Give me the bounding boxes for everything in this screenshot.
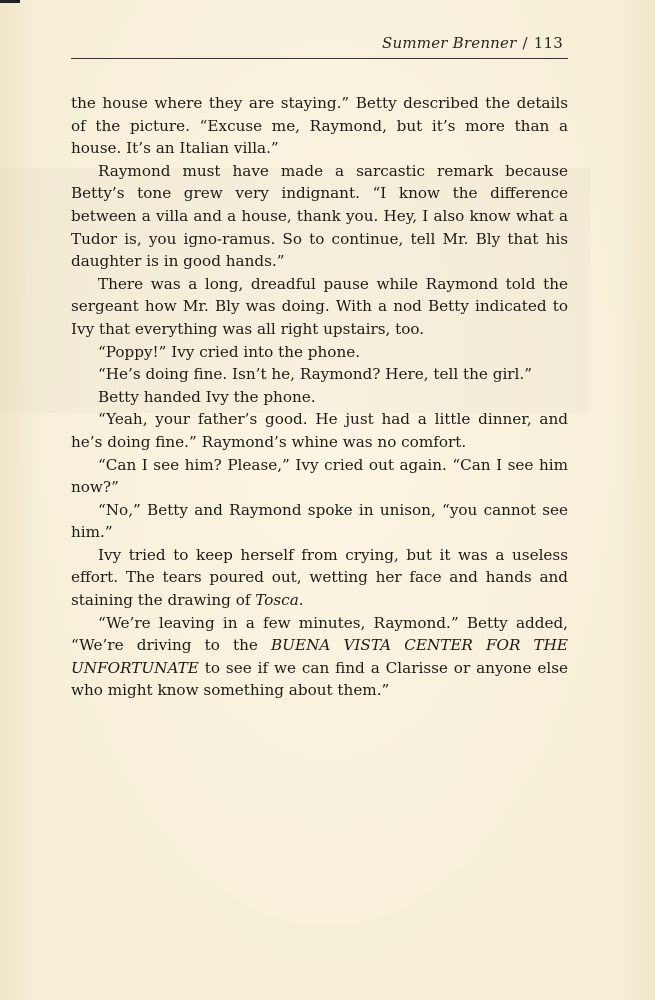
paragraph	[71, 454, 568, 499]
paragraph-text: “No,” Betty and Raymond spoke in unison, “you cannot see him.”	[71, 500, 568, 542]
paragraph-text: “Poppy!” Ivy cried into the phone.	[98, 342, 361, 361]
paragraph-text: Raymond must have made a sarcastic remark because Betty’s tone grew very indignant. “I know the difference between a villa and a house, thank you. Hey, I also know what a Tudor is, you igno-ramus. So to continue, tell Mr. Bly that his daughter is in good hands.”	[71, 161, 568, 271]
running-head	[382, 34, 563, 52]
paragraph-text: There was a long, dreadful pause while Raymond told the sergeant how Mr. Bly was doing. With a nod Betty indicated to Ivy that everything was all right upstairs, too.	[71, 274, 568, 338]
paragraph	[71, 408, 568, 453]
paragraph	[71, 544, 568, 612]
italic-text: Tosca	[255, 591, 299, 610]
body-text	[71, 92, 568, 702]
paragraph-text: .	[298, 591, 304, 610]
paragraph-text: Betty handed Ivy the phone.	[98, 387, 316, 406]
paragraph	[71, 273, 568, 341]
paragraph-text: “Yeah, your father’s good. He just had a little dinner, and he’s doing fine.” Raymond’s whine was no comfort.	[71, 410, 568, 451]
page-edge-mark	[0, 0, 20, 3]
paragraph-text: to see if we can find a Clarisse or anyone else who might know something about them.”	[71, 658, 568, 700]
header-rule	[71, 58, 568, 59]
paragraph	[71, 499, 568, 544]
running-head-separator: /	[522, 34, 528, 52]
paragraph-text: the house where they are staying.” Betty described the details of the picture. “Excuse me, Raymond, but it’s more than a house. It’s an Italian villa.”	[71, 94, 568, 158]
paragraph	[71, 386, 568, 409]
paragraph-text: “Can I see him? Please,” Ivy cried out again. “Can I see him now?”	[71, 455, 568, 497]
paragraph	[71, 92, 568, 160]
paragraph-text: “We’re leaving in a few minutes, Raymond.” Betty added, “We’re driving to the	[71, 613, 568, 655]
paragraph	[71, 160, 568, 273]
running-head-author: Summer Brenner	[382, 34, 517, 52]
paragraph-text: Ivy tried to keep herself from crying, but it was a useless effort. The tears poured out, wetting her face and hands and staining the drawing of	[71, 545, 568, 610]
paragraph	[71, 363, 568, 386]
paragraph	[71, 341, 568, 364]
paragraph	[71, 612, 568, 702]
paragraph-text: “He’s doing fine. Isn’t he, Raymond? Here, tell the girl.”	[98, 365, 533, 384]
page-number: 113	[533, 34, 563, 52]
italic-text: BUENA VISTA CENTER FOR THE UNFORTUNATE	[71, 636, 568, 677]
